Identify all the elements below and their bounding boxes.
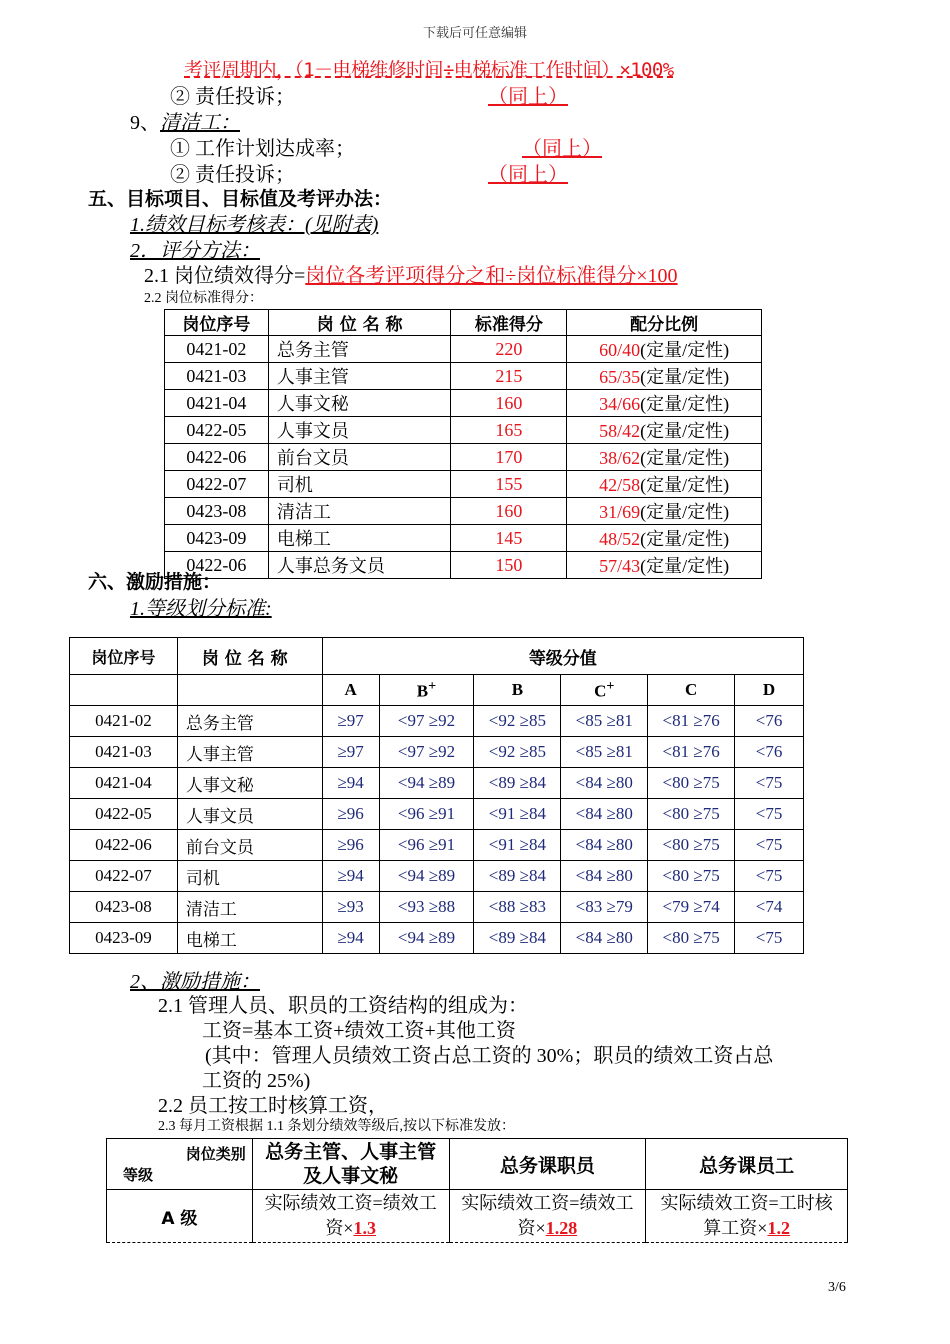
table-row <box>165 336 762 363</box>
post-id: 0421-04 <box>165 390 269 417</box>
pay-row-a <box>107 1190 848 1243</box>
col-header-managers: 总务主管、人事主管及人事文秘 <box>252 1139 449 1190</box>
standard-score: 165 <box>451 417 567 444</box>
col-header: 配分比例 <box>567 310 762 336</box>
grade-value: <75 <box>735 830 804 861</box>
ratio-cell <box>567 525 762 552</box>
line-2-1 <box>144 259 678 288</box>
ratio-suffix: (定量/定性) <box>640 502 730 522</box>
table-row <box>165 390 762 417</box>
empty-cell <box>177 675 322 706</box>
grade-value: <81 ≥76 <box>648 706 735 737</box>
grade-value: <93 ≥88 <box>379 892 474 923</box>
section5-sub1: 1.绩效目标考核表：(见附表) <box>130 214 379 236</box>
pay-cell <box>252 1190 449 1243</box>
standard-score: 215 <box>451 363 567 390</box>
line-2-2-hours: 2.2 员工按工时核算工资， <box>158 1095 388 1117</box>
col-header-id: 岗位序号 <box>70 638 178 675</box>
col-header-staff: 总务课职员 <box>449 1139 646 1190</box>
post-name: 人事主管 <box>177 737 322 768</box>
grade-main: C <box>684 680 698 699</box>
corner-bottom-label: 等级 <box>123 1166 154 1184</box>
grade-value: <80 ≥75 <box>648 799 735 830</box>
grade-value: <75 <box>735 861 804 892</box>
pay-factor: 1.2 <box>767 1218 790 1238</box>
post-name: 总务主管 <box>268 336 451 363</box>
table-row <box>70 861 804 892</box>
ratio-cell <box>567 471 762 498</box>
grade-value: <91 ≥84 <box>474 799 561 830</box>
ratio-suffix: (定量/定性) <box>640 394 730 414</box>
post-name: 人事文员 <box>177 799 322 830</box>
table-row <box>70 799 804 830</box>
table-row <box>70 706 804 737</box>
grade-value: <84 ≥80 <box>561 923 648 954</box>
grade-a-label: A 级 <box>107 1190 253 1243</box>
grade-value: <89 ≥84 <box>474 923 561 954</box>
standard-score: 160 <box>451 498 567 525</box>
grade-label <box>474 675 561 706</box>
standard-score-table <box>164 309 762 579</box>
grade-subheader-row <box>70 675 804 706</box>
table-row <box>70 923 804 954</box>
ratio-cell <box>567 390 762 417</box>
grade-main: B <box>416 681 429 701</box>
post-name: 人事主管 <box>268 363 451 390</box>
pay-formula: 实际绩效工资=工时核算工资× <box>660 1193 833 1238</box>
grade-value: <84 ≥80 <box>561 861 648 892</box>
grade-value: <81 ≥76 <box>648 737 735 768</box>
ratio-cell <box>567 336 762 363</box>
post-name: 总务主管 <box>177 706 322 737</box>
item-complaint-note: （同上） <box>488 86 568 108</box>
ratio-value: 57/43 <box>599 556 641 576</box>
ratio-cell <box>567 444 762 471</box>
grade-value: ≥94 <box>322 861 379 892</box>
post-name: 人事总务文员 <box>268 552 451 579</box>
post-id: 0422-07 <box>70 861 178 892</box>
post-name: 司机 <box>177 861 322 892</box>
pay-factor: 1.3 <box>353 1218 376 1238</box>
grade-value: <84 ≥80 <box>561 799 648 830</box>
item9-title <box>130 106 240 135</box>
grade-main: C <box>594 681 607 701</box>
grade-value: <89 ≥84 <box>474 861 561 892</box>
ratio-value: 60/40 <box>599 340 641 360</box>
post-id: 0421-02 <box>165 336 269 363</box>
post-id: 0422-05 <box>165 417 269 444</box>
grade-value: ≥93 <box>322 892 379 923</box>
item9-name: 清洁工： <box>160 112 240 134</box>
post-id: 0422-06 <box>165 552 269 579</box>
col-header-grades: 等级分值 <box>322 638 803 675</box>
post-id: 0421-03 <box>165 363 269 390</box>
grade-sup: + <box>606 678 615 695</box>
ratio-cell <box>567 363 762 390</box>
ratio-value: 31/69 <box>599 502 641 522</box>
grade-value: <76 <box>735 737 804 768</box>
grade-main: A <box>344 680 357 699</box>
standard-score: 145 <box>451 525 567 552</box>
item-complaint: ② 责任投诉； <box>170 86 295 108</box>
page-header: 下载后可任意编辑 <box>422 26 527 41</box>
table-header-row <box>165 310 762 336</box>
line-2-1-salary: 2.1 管理人员、职员的工资结构的组成为： <box>158 995 528 1017</box>
section5-title: 五、目标项目、目标值及考评办法： <box>88 188 393 210</box>
grade-header-row <box>70 638 804 675</box>
section6-sub1: 1.等级划分标准: <box>130 598 272 620</box>
grade-value: <91 ≥84 <box>474 830 561 861</box>
post-id: 0422-06 <box>165 444 269 471</box>
ratio-value: 65/35 <box>599 367 641 387</box>
post-name: 人事文秘 <box>268 390 451 417</box>
grade-value: <97 ≥92 <box>379 706 474 737</box>
item9-plan: ① 工作计划达成率； <box>170 138 355 160</box>
grade-value: ≥96 <box>322 799 379 830</box>
post-name: 清洁工 <box>268 498 451 525</box>
ratio-suffix: (定量/定性) <box>640 448 730 468</box>
table-row <box>70 768 804 799</box>
table-row <box>165 417 762 444</box>
elevator-formula: 考评周期内，（1－电梯维修时间÷电梯标准工作时间）×100% <box>184 59 674 81</box>
ratio-suffix: (定量/定性) <box>640 475 730 495</box>
post-id: 0421-02 <box>70 706 178 737</box>
ratio-value: 34/66 <box>599 394 641 414</box>
col-header-name: 岗 位 名 称 <box>177 638 322 675</box>
standard-score: 170 <box>451 444 567 471</box>
post-name: 电梯工 <box>177 923 322 954</box>
post-name: 清洁工 <box>177 892 322 923</box>
table-row <box>70 892 804 923</box>
table-row <box>70 737 804 768</box>
pay-formula: 实际绩效工资=绩效工资× <box>264 1193 437 1238</box>
post-id: 0423-09 <box>165 525 269 552</box>
salary-formula: 工资=基本工资+绩效工资+其他工资 <box>202 1020 516 1042</box>
grade-value: <88 ≥83 <box>474 892 561 923</box>
standard-score: 150 <box>451 552 567 579</box>
section6-sub2: 2、激励措施： <box>130 971 260 993</box>
grade-value: <80 ≥75 <box>648 830 735 861</box>
col-header: 岗 位 名 称 <box>268 310 451 336</box>
ratio-cell <box>567 417 762 444</box>
item9-plan-note: （同上） <box>522 138 602 160</box>
col-header: 标准得分 <box>451 310 567 336</box>
grade-value: <80 ≥75 <box>648 923 735 954</box>
grade-value: ≥94 <box>322 923 379 954</box>
salary-note-1: (其中：管理人员绩效工资占总工资的 30%；职员的绩效工资占总 <box>205 1045 774 1067</box>
grade-value: <76 <box>735 706 804 737</box>
empty-cell <box>70 675 178 706</box>
grade-value: <79 ≥74 <box>648 892 735 923</box>
ratio-suffix: (定量/定性) <box>640 340 730 360</box>
standard-score: 155 <box>451 471 567 498</box>
grade-value: ≥97 <box>322 706 379 737</box>
grade-value: <96 ≥91 <box>379 799 474 830</box>
salary-note-2: 工资的 25%) <box>202 1070 311 1092</box>
grade-value: <92 ≥85 <box>474 706 561 737</box>
grade-value: <84 ≥80 <box>561 768 648 799</box>
grade-value: <85 ≥81 <box>561 706 648 737</box>
post-id: 0423-08 <box>165 498 269 525</box>
pay-header-row <box>107 1139 848 1190</box>
grade-value: <80 ≥75 <box>648 768 735 799</box>
section5-sub2: 2．评分方法： <box>130 240 260 262</box>
grade-value: <80 ≥75 <box>648 861 735 892</box>
line-2-2: 2.2 岗位标准得分： <box>144 291 263 306</box>
pay-formula: 实际绩效工资=绩效工资× <box>461 1193 634 1238</box>
ratio-value: 38/62 <box>599 448 641 468</box>
ratio-cell <box>567 552 762 579</box>
ratio-value: 42/58 <box>599 475 641 495</box>
grade-label <box>322 675 379 706</box>
post-id: 0421-03 <box>70 737 178 768</box>
item9-complaint: ② 责任投诉； <box>170 164 295 186</box>
standard-score: 220 <box>451 336 567 363</box>
post-id: 0421-04 <box>70 768 178 799</box>
grade-value: <75 <box>735 799 804 830</box>
ratio-suffix: (定量/定性) <box>640 367 730 387</box>
grade-value: ≥97 <box>322 737 379 768</box>
pay-table <box>106 1138 848 1243</box>
grade-value: <84 ≥80 <box>561 830 648 861</box>
table-row <box>165 525 762 552</box>
section6-title: 六、激励措施： <box>88 571 222 593</box>
post-name: 人事文员 <box>268 417 451 444</box>
item9-num: 9、 <box>130 112 160 134</box>
corner-cell <box>107 1139 253 1190</box>
standard-score: 160 <box>451 390 567 417</box>
table-row <box>165 471 762 498</box>
line-2-1-prefix: 2.1 岗位绩效得分= <box>144 265 306 287</box>
line-2-3: 2.3 每月工资根据 1.1 条划分绩效等级后,按以下标准发放： <box>158 1119 515 1134</box>
grade-label <box>379 675 474 706</box>
grade-main: B <box>511 680 524 699</box>
post-name: 司机 <box>268 471 451 498</box>
post-id: 0422-05 <box>70 799 178 830</box>
grade-label <box>648 675 735 706</box>
pay-factor: 1.28 <box>545 1218 578 1238</box>
col-header-workers: 总务课员工 <box>646 1139 848 1190</box>
grade-value: <97 ≥92 <box>379 737 474 768</box>
table-row <box>165 444 762 471</box>
grade-value: <89 ≥84 <box>474 768 561 799</box>
grade-sup: + <box>428 678 437 695</box>
item9-complaint-note: （同上） <box>488 164 568 186</box>
grade-value: <94 ≥89 <box>379 861 474 892</box>
ratio-suffix: (定量/定性) <box>640 556 730 576</box>
grade-value: ≥94 <box>322 768 379 799</box>
grade-value: <96 ≥91 <box>379 830 474 861</box>
grade-value: ≥96 <box>322 830 379 861</box>
ratio-suffix: (定量/定性) <box>640 529 730 549</box>
line-2-1-formula: 岗位各考评项得分之和÷岗位标准得分×100 <box>305 265 678 287</box>
post-id: 0423-08 <box>70 892 178 923</box>
post-id: 0422-06 <box>70 830 178 861</box>
pay-cell <box>646 1190 848 1243</box>
grade-value: <94 ≥89 <box>379 768 474 799</box>
col-header: 岗位序号 <box>165 310 269 336</box>
grade-value: <74 <box>735 892 804 923</box>
table-row <box>165 552 762 579</box>
grade-value: <94 ≥89 <box>379 923 474 954</box>
post-name: 前台文员 <box>268 444 451 471</box>
ratio-value: 58/42 <box>599 421 641 441</box>
corner-top-label: 岗位类别 <box>185 1145 246 1163</box>
post-id: 0423-09 <box>70 923 178 954</box>
post-id: 0422-07 <box>165 471 269 498</box>
grade-value: <75 <box>735 923 804 954</box>
grade-main: D <box>762 680 776 699</box>
pay-cell <box>449 1190 646 1243</box>
grade-value: <75 <box>735 768 804 799</box>
page-number: 3/6 <box>828 1280 846 1295</box>
post-name: 人事文秘 <box>177 768 322 799</box>
ratio-cell <box>567 498 762 525</box>
table-row <box>165 498 762 525</box>
post-name: 前台文员 <box>177 830 322 861</box>
table-row <box>165 363 762 390</box>
grade-value: <83 ≥79 <box>561 892 648 923</box>
ratio-suffix: (定量/定性) <box>640 421 730 441</box>
grade-value: <92 ≥85 <box>474 737 561 768</box>
grade-label <box>561 675 648 706</box>
grade-label <box>735 675 804 706</box>
ratio-value: 48/52 <box>599 529 641 549</box>
table-row <box>70 830 804 861</box>
post-name: 电梯工 <box>268 525 451 552</box>
grade-value: <85 ≥81 <box>561 737 648 768</box>
grade-table <box>69 637 804 954</box>
